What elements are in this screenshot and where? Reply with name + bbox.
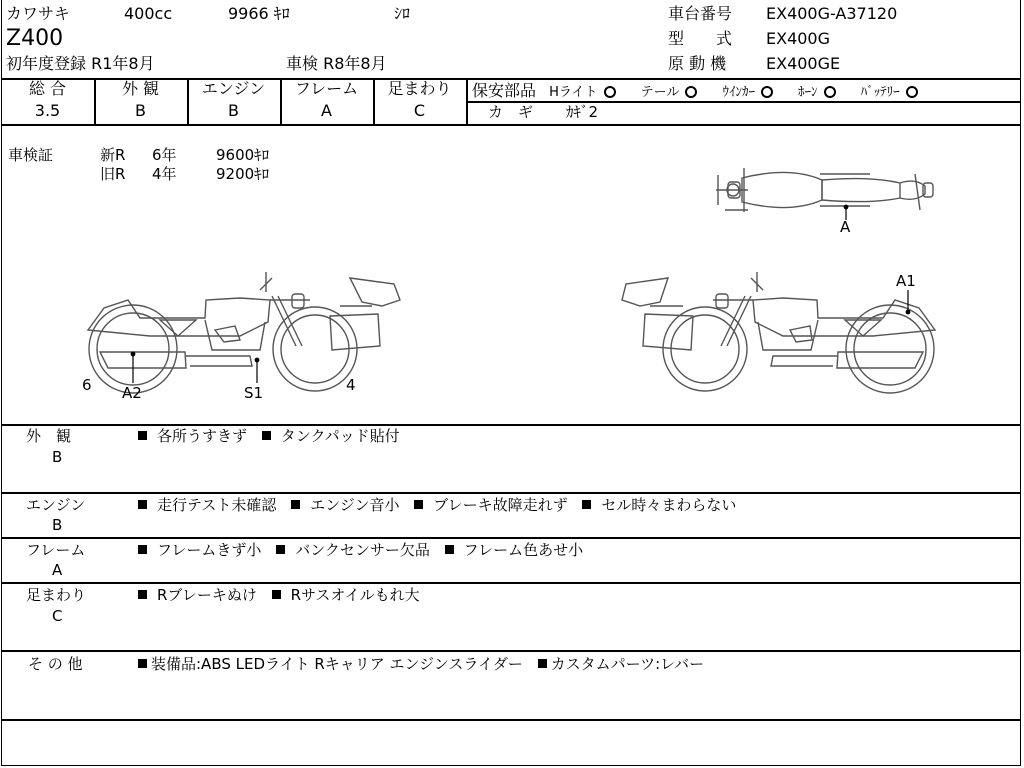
bullet-icon	[138, 500, 147, 509]
grade-label-suspension: 足まわり	[387, 79, 452, 98]
marker-label-a1: A1	[896, 272, 916, 290]
motorcycle-top-view-icon	[716, 168, 933, 212]
body-color: ｼﾛ	[394, 4, 411, 23]
grade-value-engine: B	[228, 101, 239, 120]
divider	[1, 537, 1021, 539]
bullet-icon	[138, 590, 147, 599]
safety-item-tail: テール	[641, 85, 698, 100]
note-item: Rブレーキぬけ	[157, 586, 257, 604]
safety-item-headlight: Hライト	[549, 85, 615, 100]
marker-label-a: A	[840, 218, 851, 236]
type-label: 型 式	[668, 29, 733, 48]
engine-model: EX400GE	[766, 54, 841, 73]
type-value: EX400G	[766, 29, 831, 48]
safety-title: 保安部品	[472, 81, 537, 100]
note-category-suspension: 足まわり	[26, 586, 87, 604]
safety-item-horn: ﾎｰﾝ	[798, 85, 836, 100]
note-item: 走行テスト未確認	[157, 496, 277, 514]
bullet-icon	[445, 545, 454, 554]
displacement: 400cc	[124, 4, 173, 23]
note-item: フレームきず小	[157, 541, 262, 559]
bullet-icon	[582, 500, 591, 509]
note-item: 各所うすきず	[157, 427, 248, 445]
grade-label-frame: フレーム	[294, 79, 359, 98]
bullet-icon	[276, 545, 285, 554]
note-item: 装備品:ABS LEDライト Rキャリア エンジンスライダー	[151, 655, 523, 673]
note-items-suspension	[138, 587, 420, 604]
safety-item-battery: ﾊﾞｯﾃﾘｰ	[861, 85, 918, 100]
bullet-icon	[272, 590, 281, 599]
safety-item-winker: ｳｲﾝｶｰ	[722, 85, 773, 100]
note-item: エンジン音小	[310, 496, 400, 514]
marker-label-4: 4	[346, 376, 356, 394]
inspection-expiry: 車検 R8年8月	[286, 54, 387, 73]
note-grade-frame: A	[52, 561, 63, 579]
note-category-other: そ の 他	[28, 655, 83, 673]
bullet-icon	[262, 431, 271, 440]
grade-label-overall: 総 合	[28, 79, 67, 98]
note-items-frame	[138, 542, 583, 559]
ok-circle-icon	[906, 86, 918, 98]
note-item: カスタムパーツ:レバー	[550, 655, 705, 673]
bullet-icon	[414, 500, 423, 509]
divider	[1, 719, 1021, 721]
ok-circle-icon	[685, 86, 697, 98]
grade-value-overall: 3.5	[34, 101, 61, 120]
grade-label-exterior: 外 観	[121, 79, 160, 98]
divider	[1, 424, 1021, 426]
note-category-frame: フレーム	[26, 541, 86, 559]
note-item: フレーム色あせ小	[463, 541, 584, 559]
grade-value-suspension: C	[413, 101, 426, 120]
note-item: ブレーキ故障走れず	[433, 496, 568, 514]
cert-old-years: 4年	[152, 165, 177, 183]
note-grade-engine: B	[52, 516, 63, 534]
cert-label: 車検証	[8, 146, 54, 164]
divider	[466, 101, 1021, 103]
ok-circle-icon	[604, 86, 616, 98]
marker-label-a2: A2	[122, 384, 142, 402]
cert-new-years: 6年	[152, 146, 177, 164]
cert-new-era: 新R	[100, 146, 126, 164]
note-item: セル時々まわらない	[601, 496, 737, 514]
chassis-number: EX400G-A37120	[766, 4, 898, 23]
note-item: Rサスオイルもれ大	[290, 586, 420, 604]
bullet-icon	[538, 659, 547, 668]
model-name: Z400	[6, 26, 64, 51]
engine-label: 原 動 機	[668, 54, 727, 73]
divider	[1, 582, 1021, 584]
note-category-engine: エンジン	[26, 496, 86, 514]
bullet-icon	[138, 545, 147, 554]
bullet-icon	[291, 500, 300, 509]
marker-label-s1: S1	[244, 384, 264, 402]
marker-label-6: 6	[82, 376, 92, 394]
maker-name: カワサキ	[6, 4, 71, 23]
first-registration: 初年度登録 R1年8月	[6, 54, 155, 73]
note-grade-suspension: C	[52, 607, 63, 625]
cert-old-era: 旧R	[100, 165, 126, 183]
note-grade-exterior: B	[52, 448, 63, 466]
note-items-exterior	[138, 428, 400, 445]
mileage: 9966 ｷﾛ	[228, 4, 290, 23]
safety-parts-row	[472, 81, 918, 100]
bullet-icon	[138, 431, 147, 440]
divider	[1, 492, 1021, 494]
ok-circle-icon	[824, 86, 836, 98]
note-item: タンクパッド貼付	[280, 427, 400, 445]
bullet-icon	[138, 659, 147, 668]
grade-value-frame: A	[321, 101, 332, 120]
divider	[1, 650, 1021, 652]
grade-value-exterior: B	[135, 101, 146, 120]
cert-old-km: 9200ｷﾛ	[216, 165, 270, 183]
note-category-exterior: 外 観	[26, 427, 72, 445]
note-items-other	[138, 656, 704, 673]
damage-diagram	[0, 125, 1024, 425]
cert-new-km: 9600ｷﾛ	[216, 146, 270, 164]
note-item: バンクセンサー欠品	[295, 541, 430, 559]
note-items-engine	[138, 497, 736, 514]
key-label: カ ギ	[488, 103, 534, 121]
divider	[466, 78, 468, 124]
motorcycle-left-view-icon	[88, 272, 400, 393]
key-value: ｶｷﾞ2	[566, 103, 599, 121]
ok-circle-icon	[761, 86, 773, 98]
chassis-label: 車台番号	[668, 4, 733, 23]
motorcycle-right-view-icon	[622, 272, 935, 393]
grade-label-engine: エンジン	[201, 79, 266, 98]
